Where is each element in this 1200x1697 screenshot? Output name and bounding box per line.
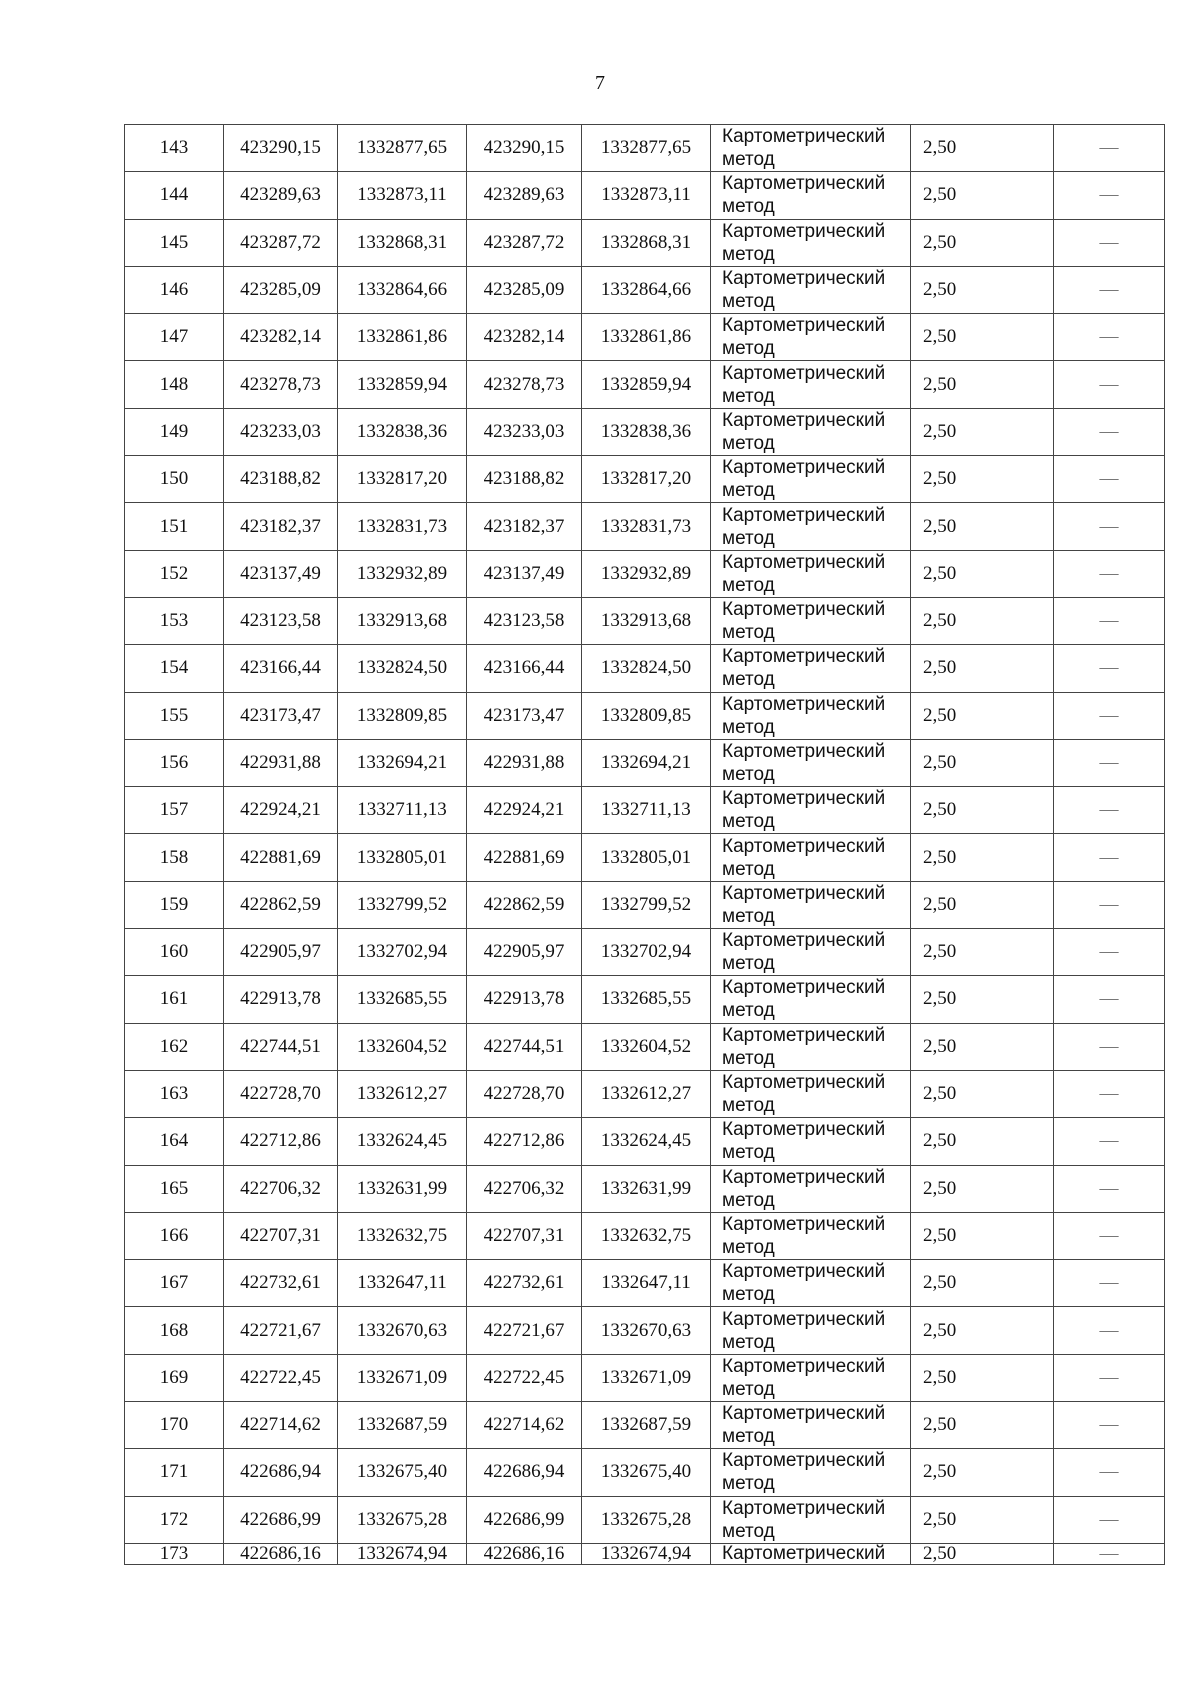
y-coordinate-cell: 1332859,94 xyxy=(338,361,467,408)
method-cell: Картометрический метод xyxy=(711,266,911,313)
accuracy-cell: 2,50 xyxy=(911,266,1054,313)
y-coordinate-cell: 1332861,86 xyxy=(338,314,467,361)
y-coordinate-cell: 1332817,20 xyxy=(338,456,467,503)
x-coordinate-cell: 422881,69 xyxy=(467,834,582,881)
x-coordinate-cell: 422732,61 xyxy=(224,1260,338,1307)
y-coordinate-cell: 1332687,59 xyxy=(338,1402,467,1449)
method-cell: Картометрический метод xyxy=(711,550,911,597)
y-coordinate-cell: 1332805,01 xyxy=(338,834,467,881)
y-coordinate-cell: 1332685,55 xyxy=(582,976,711,1023)
y-coordinate-cell: 1332702,94 xyxy=(582,929,711,976)
accuracy-cell: 2,50 xyxy=(911,597,1054,644)
x-coordinate-cell: 422732,61 xyxy=(467,1260,582,1307)
table-row xyxy=(125,1354,1165,1401)
x-coordinate-cell: 423182,37 xyxy=(467,503,582,550)
coordinates-table xyxy=(124,124,1165,1565)
y-coordinate-cell: 1332632,75 xyxy=(338,1212,467,1259)
accuracy-cell: 2,50 xyxy=(911,1212,1054,1259)
y-coordinate-cell: 1332702,94 xyxy=(338,929,467,976)
accuracy-cell: 2,50 xyxy=(911,739,1054,786)
x-coordinate-cell: 423173,47 xyxy=(224,692,338,739)
dash-cell: — xyxy=(1054,361,1165,408)
accuracy-cell: 2,50 xyxy=(911,1543,1054,1564)
y-coordinate-cell: 1332612,27 xyxy=(338,1070,467,1117)
point-number-cell: 163 xyxy=(125,1070,224,1117)
x-coordinate-cell: 423233,03 xyxy=(224,408,338,455)
dash-cell: — xyxy=(1054,172,1165,219)
x-coordinate-cell: 423285,09 xyxy=(467,266,582,313)
x-coordinate-cell: 422706,32 xyxy=(224,1165,338,1212)
point-number-cell: 168 xyxy=(125,1307,224,1354)
y-coordinate-cell: 1332831,73 xyxy=(338,503,467,550)
accuracy-cell: 2,50 xyxy=(911,976,1054,1023)
y-coordinate-cell: 1332864,66 xyxy=(582,266,711,313)
y-coordinate-cell: 1332859,94 xyxy=(582,361,711,408)
dash-cell: — xyxy=(1054,1165,1165,1212)
accuracy-cell: 2,50 xyxy=(911,408,1054,455)
x-coordinate-cell: 422924,21 xyxy=(224,787,338,834)
method-cell: Картометрический метод xyxy=(711,645,911,692)
accuracy-cell: 2,50 xyxy=(911,1496,1054,1543)
accuracy-cell: 2,50 xyxy=(911,1402,1054,1449)
table-body xyxy=(125,125,1165,1565)
table-row xyxy=(125,314,1165,361)
point-number-cell: 160 xyxy=(125,929,224,976)
y-coordinate-cell: 1332711,13 xyxy=(582,787,711,834)
accuracy-cell: 2,50 xyxy=(911,550,1054,597)
x-coordinate-cell: 422686,16 xyxy=(467,1543,582,1564)
y-coordinate-cell: 1332799,52 xyxy=(338,881,467,928)
accuracy-cell: 2,50 xyxy=(911,361,1054,408)
x-coordinate-cell: 423173,47 xyxy=(467,692,582,739)
accuracy-cell: 2,50 xyxy=(911,1023,1054,1070)
x-coordinate-cell: 422686,94 xyxy=(467,1449,582,1496)
table-row xyxy=(125,645,1165,692)
point-number-cell: 156 xyxy=(125,739,224,786)
table-row xyxy=(125,787,1165,834)
point-number-cell: 149 xyxy=(125,408,224,455)
method-cell: Картометрический метод xyxy=(711,408,911,455)
x-coordinate-cell: 423282,14 xyxy=(224,314,338,361)
x-coordinate-cell: 422707,31 xyxy=(224,1212,338,1259)
dash-cell: — xyxy=(1054,976,1165,1023)
accuracy-cell: 2,50 xyxy=(911,1118,1054,1165)
table-row xyxy=(125,172,1165,219)
x-coordinate-cell: 423137,49 xyxy=(224,550,338,597)
accuracy-cell: 2,50 xyxy=(911,314,1054,361)
dash-cell: — xyxy=(1054,1023,1165,1070)
x-coordinate-cell: 422924,21 xyxy=(467,787,582,834)
dash-cell: — xyxy=(1054,503,1165,550)
dash-cell: — xyxy=(1054,834,1165,881)
table-row xyxy=(125,1543,1165,1564)
dash-cell: — xyxy=(1054,408,1165,455)
y-coordinate-cell: 1332824,50 xyxy=(338,645,467,692)
point-number-cell: 167 xyxy=(125,1260,224,1307)
x-coordinate-cell: 422686,16 xyxy=(224,1543,338,1564)
x-coordinate-cell: 422862,59 xyxy=(467,881,582,928)
method-cell: Картометрический метод xyxy=(711,929,911,976)
method-cell: Картометрический метод xyxy=(711,1212,911,1259)
x-coordinate-cell: 423290,15 xyxy=(224,125,338,172)
table-row xyxy=(125,1070,1165,1117)
dash-cell: — xyxy=(1054,1118,1165,1165)
dash-cell: — xyxy=(1054,456,1165,503)
method-cell: Картометрический метод xyxy=(711,976,911,1023)
point-number-cell: 159 xyxy=(125,881,224,928)
table-row xyxy=(125,692,1165,739)
point-number-cell: 143 xyxy=(125,125,224,172)
table-row xyxy=(125,1260,1165,1307)
dash-cell: — xyxy=(1054,1354,1165,1401)
accuracy-cell: 2,50 xyxy=(911,125,1054,172)
y-coordinate-cell: 1332838,36 xyxy=(582,408,711,455)
y-coordinate-cell: 1332675,40 xyxy=(338,1449,467,1496)
y-coordinate-cell: 1332877,65 xyxy=(338,125,467,172)
table-row xyxy=(125,1307,1165,1354)
table-row xyxy=(125,503,1165,550)
x-coordinate-cell: 423282,14 xyxy=(467,314,582,361)
dash-cell: — xyxy=(1054,597,1165,644)
x-coordinate-cell: 422714,62 xyxy=(467,1402,582,1449)
x-coordinate-cell: 423188,82 xyxy=(467,456,582,503)
y-coordinate-cell: 1332624,45 xyxy=(582,1118,711,1165)
y-coordinate-cell: 1332711,13 xyxy=(338,787,467,834)
x-coordinate-cell: 423285,09 xyxy=(224,266,338,313)
method-cell: Картометрический метод xyxy=(711,1402,911,1449)
dash-cell: — xyxy=(1054,881,1165,928)
x-coordinate-cell: 423166,44 xyxy=(467,645,582,692)
method-cell: Картометрический xyxy=(711,1543,911,1564)
point-number-cell: 145 xyxy=(125,219,224,266)
accuracy-cell: 2,50 xyxy=(911,1070,1054,1117)
x-coordinate-cell: 423233,03 xyxy=(467,408,582,455)
method-cell: Картометрический метод xyxy=(711,1023,911,1070)
x-coordinate-cell: 422744,51 xyxy=(224,1023,338,1070)
point-number-cell: 171 xyxy=(125,1449,224,1496)
y-coordinate-cell: 1332624,45 xyxy=(338,1118,467,1165)
x-coordinate-cell: 422881,69 xyxy=(224,834,338,881)
dash-cell: — xyxy=(1054,739,1165,786)
x-coordinate-cell: 423278,73 xyxy=(467,361,582,408)
y-coordinate-cell: 1332694,21 xyxy=(582,739,711,786)
table-row xyxy=(125,1118,1165,1165)
x-coordinate-cell: 423123,58 xyxy=(224,597,338,644)
dash-cell: — xyxy=(1054,1449,1165,1496)
x-coordinate-cell: 422714,62 xyxy=(224,1402,338,1449)
x-coordinate-cell: 423278,73 xyxy=(224,361,338,408)
y-coordinate-cell: 1332647,11 xyxy=(338,1260,467,1307)
y-coordinate-cell: 1332831,73 xyxy=(582,503,711,550)
method-cell: Картометрический метод xyxy=(711,219,911,266)
accuracy-cell: 2,50 xyxy=(911,1260,1054,1307)
method-cell: Картометрический метод xyxy=(711,1354,911,1401)
dash-cell: — xyxy=(1054,645,1165,692)
accuracy-cell: 2,50 xyxy=(911,1307,1054,1354)
x-coordinate-cell: 423290,15 xyxy=(467,125,582,172)
table-row xyxy=(125,361,1165,408)
y-coordinate-cell: 1332687,59 xyxy=(582,1402,711,1449)
table-row xyxy=(125,550,1165,597)
method-cell: Картометрический метод xyxy=(711,456,911,503)
method-cell: Картометрический метод xyxy=(711,314,911,361)
table-row xyxy=(125,456,1165,503)
y-coordinate-cell: 1332671,09 xyxy=(582,1354,711,1401)
y-coordinate-cell: 1332604,52 xyxy=(582,1023,711,1070)
table-row xyxy=(125,1212,1165,1259)
x-coordinate-cell: 423123,58 xyxy=(467,597,582,644)
x-coordinate-cell: 422913,78 xyxy=(224,976,338,1023)
y-coordinate-cell: 1332675,28 xyxy=(338,1496,467,1543)
dash-cell: — xyxy=(1054,1402,1165,1449)
point-number-cell: 157 xyxy=(125,787,224,834)
method-cell: Картометрический метод xyxy=(711,739,911,786)
y-coordinate-cell: 1332864,66 xyxy=(338,266,467,313)
dash-cell: — xyxy=(1054,787,1165,834)
point-number-cell: 148 xyxy=(125,361,224,408)
x-coordinate-cell: 423287,72 xyxy=(467,219,582,266)
y-coordinate-cell: 1332873,11 xyxy=(582,172,711,219)
dash-cell: — xyxy=(1054,1496,1165,1543)
method-cell: Картометрический метод xyxy=(711,692,911,739)
method-cell: Картометрический метод xyxy=(711,597,911,644)
accuracy-cell: 2,50 xyxy=(911,645,1054,692)
method-cell: Картометрический метод xyxy=(711,361,911,408)
y-coordinate-cell: 1332932,89 xyxy=(582,550,711,597)
accuracy-cell: 2,50 xyxy=(911,929,1054,976)
y-coordinate-cell: 1332838,36 xyxy=(338,408,467,455)
point-number-cell: 153 xyxy=(125,597,224,644)
dash-cell: — xyxy=(1054,1070,1165,1117)
accuracy-cell: 2,50 xyxy=(911,1165,1054,1212)
method-cell: Картометрический метод xyxy=(711,1118,911,1165)
y-coordinate-cell: 1332799,52 xyxy=(582,881,711,928)
point-number-cell: 144 xyxy=(125,172,224,219)
method-cell: Картометрический метод xyxy=(711,1070,911,1117)
point-number-cell: 161 xyxy=(125,976,224,1023)
y-coordinate-cell: 1332670,63 xyxy=(582,1307,711,1354)
method-cell: Картометрический метод xyxy=(711,1449,911,1496)
x-coordinate-cell: 422706,32 xyxy=(467,1165,582,1212)
dash-cell: — xyxy=(1054,1307,1165,1354)
dash-cell: — xyxy=(1054,1212,1165,1259)
accuracy-cell: 2,50 xyxy=(911,503,1054,550)
table-row xyxy=(125,1449,1165,1496)
point-number-cell: 172 xyxy=(125,1496,224,1543)
point-number-cell: 169 xyxy=(125,1354,224,1401)
point-number-cell: 173 xyxy=(125,1543,224,1564)
point-number-cell: 151 xyxy=(125,503,224,550)
method-cell: Картометрический метод xyxy=(711,1165,911,1212)
point-number-cell: 166 xyxy=(125,1212,224,1259)
dash-cell: — xyxy=(1054,1543,1165,1564)
y-coordinate-cell: 1332685,55 xyxy=(338,976,467,1023)
table-row xyxy=(125,125,1165,172)
y-coordinate-cell: 1332805,01 xyxy=(582,834,711,881)
y-coordinate-cell: 1332675,40 xyxy=(582,1449,711,1496)
x-coordinate-cell: 422728,70 xyxy=(467,1070,582,1117)
point-number-cell: 170 xyxy=(125,1402,224,1449)
x-coordinate-cell: 422862,59 xyxy=(224,881,338,928)
point-number-cell: 158 xyxy=(125,834,224,881)
y-coordinate-cell: 1332632,75 xyxy=(582,1212,711,1259)
y-coordinate-cell: 1332868,31 xyxy=(582,219,711,266)
x-coordinate-cell: 423182,37 xyxy=(224,503,338,550)
x-coordinate-cell: 422728,70 xyxy=(224,1070,338,1117)
y-coordinate-cell: 1332877,65 xyxy=(582,125,711,172)
table-row xyxy=(125,739,1165,786)
x-coordinate-cell: 422722,45 xyxy=(224,1354,338,1401)
method-cell: Картометрический метод xyxy=(711,881,911,928)
y-coordinate-cell: 1332674,94 xyxy=(582,1543,711,1564)
accuracy-cell: 2,50 xyxy=(911,219,1054,266)
table-row xyxy=(125,1165,1165,1212)
x-coordinate-cell: 422721,67 xyxy=(467,1307,582,1354)
table-row xyxy=(125,929,1165,976)
point-number-cell: 147 xyxy=(125,314,224,361)
y-coordinate-cell: 1332631,99 xyxy=(582,1165,711,1212)
y-coordinate-cell: 1332675,28 xyxy=(582,1496,711,1543)
y-coordinate-cell: 1332913,68 xyxy=(582,597,711,644)
y-coordinate-cell: 1332809,85 xyxy=(582,692,711,739)
x-coordinate-cell: 422905,97 xyxy=(467,929,582,976)
point-number-cell: 155 xyxy=(125,692,224,739)
point-number-cell: 146 xyxy=(125,266,224,313)
accuracy-cell: 2,50 xyxy=(911,787,1054,834)
dash-cell: — xyxy=(1054,692,1165,739)
y-coordinate-cell: 1332873,11 xyxy=(338,172,467,219)
x-coordinate-cell: 423166,44 xyxy=(224,645,338,692)
y-coordinate-cell: 1332604,52 xyxy=(338,1023,467,1070)
y-coordinate-cell: 1332671,09 xyxy=(338,1354,467,1401)
x-coordinate-cell: 422722,45 xyxy=(467,1354,582,1401)
method-cell: Картометрический метод xyxy=(711,834,911,881)
table-row xyxy=(125,266,1165,313)
x-coordinate-cell: 422712,86 xyxy=(467,1118,582,1165)
method-cell: Картометрический метод xyxy=(711,1496,911,1543)
accuracy-cell: 2,50 xyxy=(911,1449,1054,1496)
y-coordinate-cell: 1332670,63 xyxy=(338,1307,467,1354)
x-coordinate-cell: 422744,51 xyxy=(467,1023,582,1070)
method-cell: Картометрический метод xyxy=(711,1307,911,1354)
point-number-cell: 154 xyxy=(125,645,224,692)
y-coordinate-cell: 1332647,11 xyxy=(582,1260,711,1307)
dash-cell: — xyxy=(1054,266,1165,313)
point-number-cell: 164 xyxy=(125,1118,224,1165)
table-row xyxy=(125,1496,1165,1543)
dash-cell: — xyxy=(1054,314,1165,361)
table-row xyxy=(125,1402,1165,1449)
accuracy-cell: 2,50 xyxy=(911,692,1054,739)
dash-cell: — xyxy=(1054,550,1165,597)
accuracy-cell: 2,50 xyxy=(911,1354,1054,1401)
y-coordinate-cell: 1332824,50 xyxy=(582,645,711,692)
table-row xyxy=(125,881,1165,928)
dash-cell: — xyxy=(1054,929,1165,976)
method-cell: Картометрический метод xyxy=(711,1260,911,1307)
x-coordinate-cell: 423289,63 xyxy=(467,172,582,219)
y-coordinate-cell: 1332612,27 xyxy=(582,1070,711,1117)
accuracy-cell: 2,50 xyxy=(911,456,1054,503)
x-coordinate-cell: 423188,82 xyxy=(224,456,338,503)
table-row xyxy=(125,1023,1165,1070)
y-coordinate-cell: 1332861,86 xyxy=(582,314,711,361)
x-coordinate-cell: 422905,97 xyxy=(224,929,338,976)
point-number-cell: 152 xyxy=(125,550,224,597)
x-coordinate-cell: 423289,63 xyxy=(224,172,338,219)
y-coordinate-cell: 1332932,89 xyxy=(338,550,467,597)
accuracy-cell: 2,50 xyxy=(911,881,1054,928)
table-row xyxy=(125,408,1165,455)
y-coordinate-cell: 1332694,21 xyxy=(338,739,467,786)
point-number-cell: 150 xyxy=(125,456,224,503)
x-coordinate-cell: 422712,86 xyxy=(224,1118,338,1165)
accuracy-cell: 2,50 xyxy=(911,172,1054,219)
dash-cell: — xyxy=(1054,219,1165,266)
dash-cell: — xyxy=(1054,125,1165,172)
x-coordinate-cell: 423137,49 xyxy=(467,550,582,597)
x-coordinate-cell: 423287,72 xyxy=(224,219,338,266)
point-number-cell: 165 xyxy=(125,1165,224,1212)
point-number-cell: 162 xyxy=(125,1023,224,1070)
y-coordinate-cell: 1332868,31 xyxy=(338,219,467,266)
method-cell: Картометрический метод xyxy=(711,503,911,550)
method-cell: Картометрический метод xyxy=(711,172,911,219)
y-coordinate-cell: 1332817,20 xyxy=(582,456,711,503)
y-coordinate-cell: 1332913,68 xyxy=(338,597,467,644)
method-cell: Картометрический метод xyxy=(711,787,911,834)
y-coordinate-cell: 1332631,99 xyxy=(338,1165,467,1212)
x-coordinate-cell: 422686,99 xyxy=(224,1496,338,1543)
dash-cell: — xyxy=(1054,1260,1165,1307)
table-row xyxy=(125,976,1165,1023)
page-number: 7 xyxy=(595,72,605,94)
x-coordinate-cell: 422686,99 xyxy=(467,1496,582,1543)
y-coordinate-cell: 1332674,94 xyxy=(338,1543,467,1564)
table-row xyxy=(125,597,1165,644)
method-cell: Картометрический метод xyxy=(711,125,911,172)
x-coordinate-cell: 422931,88 xyxy=(224,739,338,786)
x-coordinate-cell: 422931,88 xyxy=(467,739,582,786)
y-coordinate-cell: 1332809,85 xyxy=(338,692,467,739)
x-coordinate-cell: 422913,78 xyxy=(467,976,582,1023)
x-coordinate-cell: 422686,94 xyxy=(224,1449,338,1496)
x-coordinate-cell: 422707,31 xyxy=(467,1212,582,1259)
accuracy-cell: 2,50 xyxy=(911,834,1054,881)
x-coordinate-cell: 422721,67 xyxy=(224,1307,338,1354)
table-row xyxy=(125,219,1165,266)
table-row xyxy=(125,834,1165,881)
